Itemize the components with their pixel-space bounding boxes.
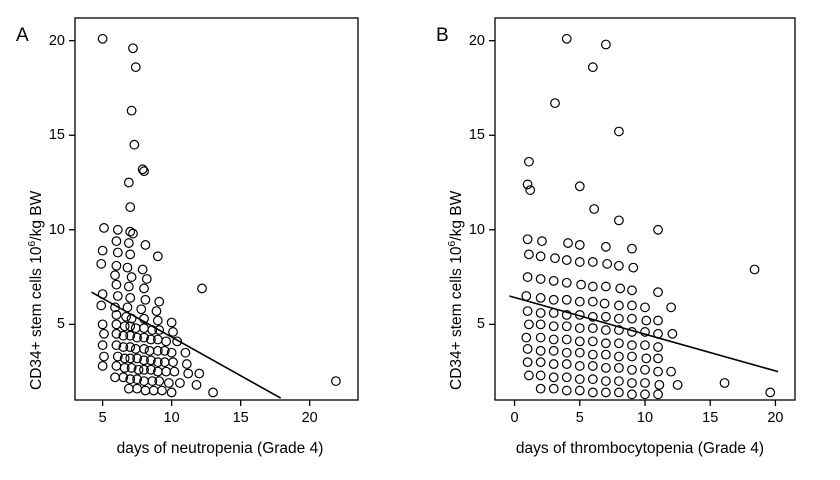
data-point bbox=[141, 386, 150, 395]
data-point bbox=[654, 367, 663, 376]
data-point bbox=[141, 241, 150, 250]
data-point bbox=[562, 35, 571, 44]
data-point bbox=[525, 250, 534, 259]
x-tick-label: 10 bbox=[636, 410, 654, 426]
plot-frame bbox=[495, 18, 795, 400]
x-axis-title-b: days of thrombocytopenia (Grade 4) bbox=[515, 440, 765, 457]
data-point bbox=[551, 254, 560, 263]
data-point bbox=[589, 324, 598, 333]
data-point bbox=[602, 282, 611, 291]
data-point bbox=[602, 243, 611, 252]
data-point bbox=[615, 261, 624, 270]
data-point bbox=[522, 292, 531, 301]
y-axis-title-b: CD34+ stem cells $10^6/kg$ BW bbox=[445, 190, 465, 390]
data-point bbox=[137, 305, 146, 314]
data-point bbox=[192, 381, 201, 390]
data-point bbox=[629, 263, 638, 272]
data-point bbox=[589, 282, 598, 291]
data-point bbox=[122, 312, 131, 321]
data-point bbox=[603, 260, 612, 269]
y-tick-label: 5 bbox=[476, 316, 485, 333]
data-point bbox=[131, 345, 140, 354]
data-point bbox=[641, 303, 650, 312]
data-point bbox=[575, 362, 584, 371]
data-point bbox=[616, 284, 625, 293]
data-point bbox=[589, 258, 598, 267]
panel-b bbox=[420, 0, 840, 480]
data-point bbox=[525, 320, 534, 329]
data-point bbox=[125, 282, 134, 291]
data-point bbox=[549, 277, 558, 286]
data-point bbox=[549, 384, 558, 393]
data-point bbox=[129, 44, 138, 53]
data-point bbox=[642, 354, 651, 363]
scatter-plot-b bbox=[420, 0, 840, 480]
data-point bbox=[641, 341, 650, 350]
data-point bbox=[133, 384, 142, 393]
panel-a-label: A bbox=[16, 25, 29, 46]
data-point bbox=[628, 352, 637, 361]
data-point bbox=[138, 265, 147, 274]
data-point bbox=[602, 40, 611, 49]
data-point bbox=[589, 350, 598, 359]
data-point bbox=[114, 226, 123, 235]
data-point bbox=[549, 335, 558, 344]
x-axis-title-a: days of neutropenia (Grade 4) bbox=[116, 440, 324, 457]
plot-frame bbox=[75, 18, 358, 400]
data-point bbox=[589, 388, 598, 397]
data-point bbox=[589, 337, 598, 346]
data-point bbox=[562, 386, 571, 395]
x-tick-label: 20 bbox=[767, 410, 784, 426]
data-point bbox=[129, 229, 138, 238]
data-point bbox=[523, 345, 532, 354]
data-point bbox=[549, 360, 558, 369]
data-point bbox=[750, 265, 759, 274]
data-point bbox=[654, 390, 663, 399]
data-point bbox=[536, 252, 545, 261]
x-tick-label: 5 bbox=[98, 410, 107, 426]
data-point bbox=[198, 284, 207, 293]
data-point bbox=[130, 140, 139, 149]
data-point bbox=[615, 127, 624, 136]
x-tick-label: 10 bbox=[163, 410, 180, 426]
data-point bbox=[575, 324, 584, 333]
data-point bbox=[668, 330, 677, 339]
data-point bbox=[575, 258, 584, 267]
data-point bbox=[667, 303, 676, 312]
data-point bbox=[628, 390, 637, 399]
data-point bbox=[125, 178, 134, 187]
y-tick-label: 15 bbox=[48, 127, 65, 144]
data-point bbox=[600, 299, 609, 308]
x-tick-label: 15 bbox=[232, 410, 249, 426]
data-point bbox=[577, 280, 586, 289]
data-point bbox=[655, 381, 664, 390]
data-point bbox=[158, 386, 167, 395]
data-point bbox=[628, 365, 637, 374]
data-point bbox=[114, 248, 123, 257]
data-point bbox=[169, 358, 178, 367]
regression-line bbox=[509, 296, 778, 372]
data-point bbox=[100, 352, 109, 361]
data-point bbox=[673, 381, 682, 390]
data-point bbox=[562, 278, 571, 287]
data-point bbox=[615, 352, 624, 361]
data-point bbox=[523, 307, 532, 316]
data-point bbox=[111, 271, 120, 280]
data-point bbox=[131, 324, 140, 333]
data-point bbox=[98, 320, 107, 329]
data-point bbox=[209, 388, 218, 397]
data-point bbox=[549, 373, 558, 382]
data-point bbox=[562, 295, 571, 304]
data-point bbox=[140, 284, 149, 293]
data-point bbox=[525, 157, 534, 166]
data-point bbox=[181, 348, 190, 357]
data-point bbox=[615, 216, 624, 225]
data-point bbox=[562, 348, 571, 357]
data-point bbox=[114, 292, 123, 301]
data-point bbox=[98, 246, 107, 255]
data-point bbox=[654, 330, 663, 339]
data-point bbox=[654, 354, 663, 363]
data-point bbox=[97, 301, 106, 310]
data-point bbox=[536, 333, 545, 342]
data-point bbox=[589, 362, 598, 371]
panel-b-label: B bbox=[436, 25, 449, 46]
data-point bbox=[140, 345, 149, 354]
data-point bbox=[602, 388, 611, 397]
data-point bbox=[641, 365, 650, 374]
data-point bbox=[140, 324, 149, 333]
x-tick-label: 0 bbox=[510, 410, 519, 426]
data-point bbox=[654, 226, 663, 235]
data-point bbox=[642, 316, 651, 325]
data-point bbox=[176, 379, 185, 388]
data-point bbox=[536, 320, 545, 329]
data-point bbox=[145, 347, 154, 356]
data-point bbox=[165, 379, 174, 388]
data-point bbox=[523, 235, 532, 244]
data-point bbox=[590, 205, 599, 214]
data-point bbox=[523, 273, 532, 282]
data-point bbox=[184, 369, 193, 378]
data-point bbox=[575, 386, 584, 395]
data-point bbox=[523, 358, 532, 367]
data-point bbox=[536, 358, 545, 367]
data-point bbox=[589, 297, 598, 306]
data-point bbox=[152, 307, 161, 316]
data-point bbox=[123, 303, 132, 312]
data-point bbox=[111, 373, 120, 382]
data-point bbox=[654, 288, 663, 297]
data-point bbox=[98, 362, 107, 371]
data-point bbox=[127, 273, 136, 282]
data-point bbox=[525, 371, 534, 380]
data-point bbox=[575, 182, 584, 191]
data-point bbox=[162, 367, 171, 376]
data-point bbox=[551, 99, 560, 108]
data-point bbox=[628, 286, 637, 295]
data-point bbox=[575, 375, 584, 384]
data-point bbox=[125, 239, 134, 248]
data-point bbox=[127, 106, 136, 115]
data-point bbox=[615, 339, 624, 348]
data-point bbox=[562, 256, 571, 265]
data-point bbox=[536, 347, 545, 356]
data-point bbox=[536, 371, 545, 380]
data-point bbox=[654, 316, 663, 325]
y-tick-label: 5 bbox=[56, 316, 65, 333]
data-point bbox=[170, 367, 179, 376]
data-point bbox=[628, 244, 637, 253]
data-point bbox=[98, 290, 107, 299]
data-point bbox=[112, 237, 121, 246]
data-point bbox=[667, 367, 676, 376]
y-axis-title-a: CD34+ stem cells $10^6/kg$ BW bbox=[25, 190, 45, 390]
data-point bbox=[562, 360, 571, 369]
y-tick-label: 10 bbox=[48, 221, 65, 238]
data-point bbox=[549, 347, 558, 356]
data-point bbox=[615, 388, 624, 397]
data-point bbox=[602, 350, 611, 359]
data-point bbox=[100, 224, 109, 233]
data-point bbox=[628, 341, 637, 350]
data-point bbox=[536, 275, 545, 284]
x-tick-label: 15 bbox=[702, 410, 719, 426]
data-point bbox=[615, 377, 624, 386]
data-point bbox=[641, 390, 650, 399]
data-points-group bbox=[97, 35, 340, 397]
data-point bbox=[538, 237, 547, 246]
data-point bbox=[162, 337, 171, 346]
data-point bbox=[125, 384, 134, 393]
data-point bbox=[126, 203, 135, 212]
data-point bbox=[575, 297, 584, 306]
data-point bbox=[562, 373, 571, 382]
data-point bbox=[97, 260, 106, 269]
data-point bbox=[562, 335, 571, 344]
data-point bbox=[123, 263, 132, 272]
data-point bbox=[131, 63, 140, 72]
data-point bbox=[562, 322, 571, 331]
data-point bbox=[615, 301, 624, 310]
data-point bbox=[332, 377, 341, 386]
data-point bbox=[602, 364, 611, 373]
data-point bbox=[615, 314, 624, 323]
data-point bbox=[126, 294, 135, 303]
data-point bbox=[641, 379, 650, 388]
data-point bbox=[589, 375, 598, 384]
data-point bbox=[575, 241, 584, 250]
data-point bbox=[195, 369, 204, 378]
data-point bbox=[549, 295, 558, 304]
y-tick-label: 15 bbox=[468, 127, 485, 144]
data-point bbox=[628, 301, 637, 310]
data-point bbox=[183, 360, 192, 369]
data-point bbox=[126, 227, 135, 236]
data-point bbox=[522, 333, 531, 342]
data-point bbox=[549, 322, 558, 331]
data-point bbox=[98, 35, 107, 44]
x-tick-label: 20 bbox=[301, 410, 318, 426]
data-point bbox=[112, 320, 121, 329]
data-point bbox=[602, 326, 611, 335]
data-point bbox=[126, 250, 135, 259]
data-point bbox=[628, 379, 637, 388]
data-point bbox=[142, 275, 151, 284]
data-point bbox=[575, 348, 584, 357]
data-points-group bbox=[522, 35, 775, 399]
data-point bbox=[169, 328, 178, 337]
data-point bbox=[100, 330, 109, 339]
data-point bbox=[766, 388, 775, 397]
data-point bbox=[155, 297, 164, 306]
data-point bbox=[654, 343, 663, 352]
y-tick-label: 20 bbox=[48, 32, 65, 49]
data-point bbox=[98, 341, 107, 350]
data-point bbox=[154, 252, 163, 261]
data-point bbox=[575, 337, 584, 346]
data-point bbox=[112, 362, 121, 371]
data-point bbox=[564, 239, 573, 248]
data-point bbox=[536, 384, 545, 393]
data-point bbox=[167, 318, 176, 327]
data-point bbox=[589, 63, 598, 72]
data-point bbox=[112, 261, 121, 270]
data-point bbox=[536, 309, 545, 318]
data-point bbox=[549, 309, 558, 318]
data-point bbox=[112, 280, 121, 289]
data-point bbox=[602, 312, 611, 321]
data-point bbox=[536, 294, 545, 303]
y-tick-label: 10 bbox=[468, 221, 485, 238]
data-point bbox=[141, 295, 150, 304]
data-point bbox=[615, 364, 624, 373]
data-point bbox=[149, 386, 158, 395]
data-point bbox=[720, 379, 729, 388]
y-tick-label: 20 bbox=[468, 32, 485, 49]
data-point bbox=[154, 316, 163, 325]
data-point bbox=[167, 388, 176, 397]
data-point bbox=[628, 314, 637, 323]
data-point bbox=[602, 339, 611, 348]
x-tick-label: 5 bbox=[575, 410, 584, 426]
data-point bbox=[602, 377, 611, 386]
